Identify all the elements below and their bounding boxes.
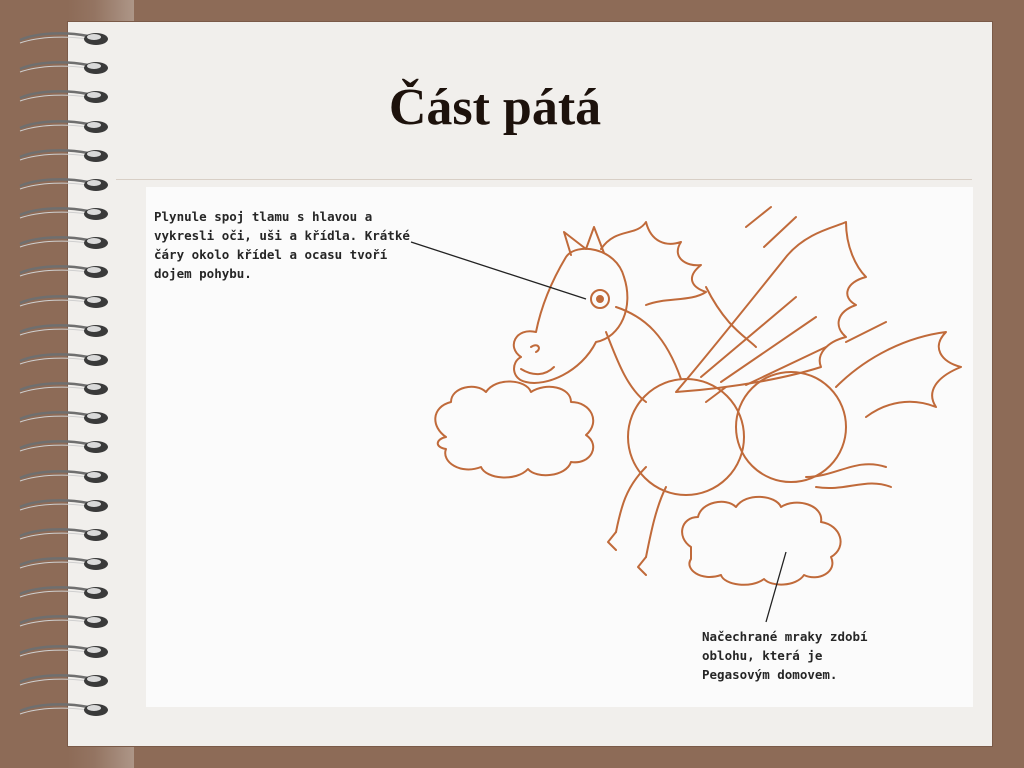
spiral-ring (18, 613, 118, 631)
spiral-ring (18, 380, 118, 398)
spiral-ring (18, 468, 118, 486)
spiral-ring (18, 351, 118, 369)
spiral-ring (18, 672, 118, 690)
pegasus-tail (836, 332, 961, 417)
spiral-ring (18, 438, 118, 456)
spiral-binding (18, 30, 118, 740)
spiral-ring (18, 322, 118, 340)
pegasus-head (514, 249, 628, 383)
spiral-ring (18, 205, 118, 223)
cloud-right (682, 497, 841, 585)
pegasus-wing (676, 222, 866, 392)
spiral-ring (18, 497, 118, 515)
spiral-ring (18, 409, 118, 427)
spiral-ring (18, 88, 118, 106)
spiral-ring (18, 176, 118, 194)
spiral-ring (18, 147, 118, 165)
pegasus-back-legs (806, 464, 891, 488)
title-divider (116, 179, 972, 180)
pegasus-body-back (736, 372, 846, 482)
caption-bottom: Načechrané mraky zdobí oblohu, která je Pegasovým domovem. (702, 629, 868, 682)
spiral-ring (18, 118, 118, 136)
spiral-ring (18, 701, 118, 719)
caption-top: Plynule spoj tlamu s hlavou a vykresli oči, uši a křídla. Krátké čáry okolo křídel a ocasu tvoří dojem pohybu. (154, 209, 410, 281)
pegasus-neck (606, 307, 681, 402)
pointer-line-top (411, 242, 586, 299)
spiral-ring (18, 263, 118, 281)
spiral-ring (18, 234, 118, 252)
cloud-left (435, 381, 593, 477)
spiral-ring (18, 584, 118, 602)
spiral-ring (18, 526, 118, 544)
spiral-ring (18, 555, 118, 573)
spiral-ring (18, 643, 118, 661)
pegasus-body-front (628, 379, 744, 495)
pegasus-mouth (521, 367, 554, 374)
pegasus-front-legs (616, 467, 666, 557)
pegasus-nostril (531, 345, 539, 352)
pegasus-drawing (146, 187, 973, 707)
pointer-line-bottom (766, 552, 786, 622)
slide-title: Část pátá (388, 79, 602, 136)
spiral-ring (18, 293, 118, 311)
spiral-ring (18, 30, 118, 48)
spiral-ring (18, 59, 118, 77)
